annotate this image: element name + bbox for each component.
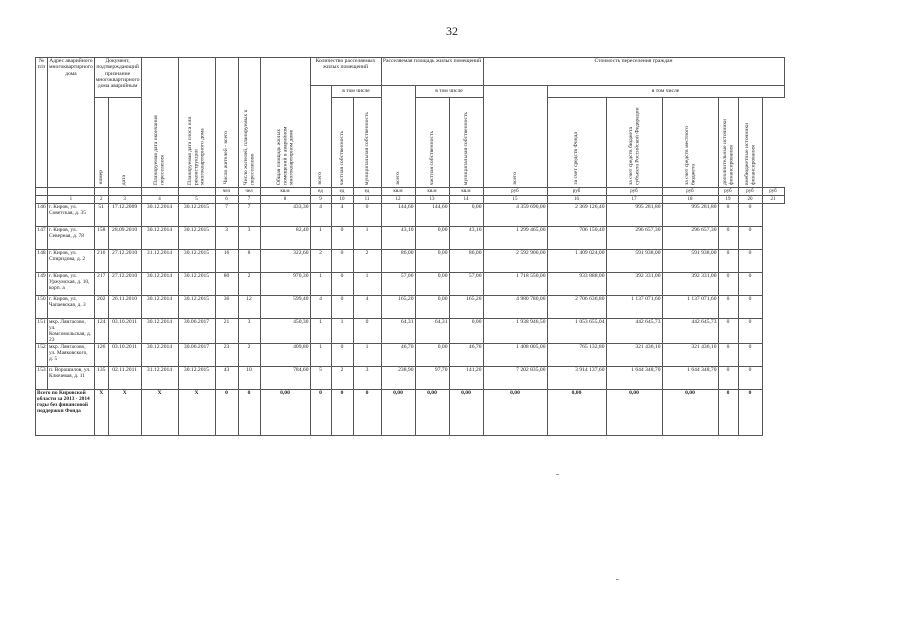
cell-s2: 2 369 126,40 [547,204,606,227]
cell-s6: 0 [738,250,762,273]
unit-cell: руб [662,188,718,196]
cell-date: 27.12.2010 [108,250,141,273]
column-number: 1 [48,196,95,204]
total-area: 0,00 [260,390,310,436]
column-number: 9 [310,196,331,204]
cell-area: 322,60 [260,250,310,273]
header-cost-total: всего [483,86,547,188]
column-number: 20 [738,196,762,204]
cell-q3: 3 [353,367,381,390]
unit-cell: кв.м [415,188,449,196]
cell-q3: 4 [353,296,381,319]
cell-num: 124 [94,319,108,344]
cell-d2: 30.12.2015 [178,296,215,319]
cell-q1: 1 [310,319,331,344]
cell-num: 217 [94,273,108,296]
cell-a3: 46,70 [449,344,483,367]
cell-s4: 995 281,80 [662,204,718,227]
cell-a3: 0,00 [449,319,483,344]
header-number: № п/п [36,58,48,188]
header-area-municipal: муниципальная собственность [449,98,483,188]
column-number [36,196,48,204]
cell-d2: 30.12.2015 [178,227,215,250]
header-area: Общая площадь жилых помещений в аварийном многоквартирном доме [260,58,310,188]
row-number: 148 [36,250,48,273]
cell-q3: 1 [353,344,381,367]
cell-q2: 0 [331,227,353,250]
cell-a1: 64,31 [381,319,415,344]
total-s2: 0,00 [547,390,606,436]
column-number: 16 [547,196,606,204]
cell-a2: 0,00 [415,273,449,296]
cell-d2: 30.12.2015 [178,204,215,227]
row-number: 149 [36,273,48,296]
row-address: мкр. Лянгасово, ул. Комсомольская, д. 23 [48,319,95,344]
total-q1: 0 [310,390,331,436]
cell-s6: 0 [738,367,762,390]
cell-p2: 7 [238,204,260,227]
cell-d1: 30.12.2014 [141,227,178,250]
unit-cell: руб [606,188,662,196]
resettlement-table [35,57,785,436]
unit-cell [94,188,108,196]
cell-s1: 2 592 900,00 [483,250,547,273]
cell-q2: 2 [331,367,353,390]
unit-cell [108,188,141,196]
header-residents: Число жителей - всего [215,58,238,188]
unit-cell: ед [331,188,353,196]
column-number: 3 [108,196,141,204]
column-number: 4 [141,196,178,204]
cell-a1: 144,60 [381,204,415,227]
total-p2: 0 [238,390,260,436]
cell-p2: 12 [238,296,260,319]
column-number: 17 [606,196,662,204]
row-number: 150 [36,296,48,319]
cell-a2: 97,70 [415,367,449,390]
column-number: 15 [483,196,547,204]
unit-cell: кв.м [449,188,483,196]
cell-s5: 0 [718,296,738,319]
cell-s2: 706 150,40 [547,227,606,250]
column-number: 7 [238,196,260,204]
column-number: 10 [331,196,353,204]
header-cost-fund: за счет средств Фонда [547,98,606,188]
row-address: п. Ворошилов, ул. Ключевая, д. 11 [48,367,95,390]
cell-s4: 296 657,30 [662,227,718,250]
cell-area: 82,40 [260,227,310,250]
cell-p1: 43 [215,367,238,390]
cell-a2: 0,00 [415,227,449,250]
header-qty-incl: в том числе [331,86,381,98]
header-residents-reg: Число жителей, планируемых к переселению [238,58,260,188]
cell-s4: 1 644 348,70 [662,367,718,390]
table-row [36,273,785,296]
cell-a1: 43,10 [381,227,415,250]
cell-a2: 0,00 [415,296,449,319]
unit-cell: руб [762,188,784,196]
total-a1: 0,00 [381,390,415,436]
cell-s4: 591 938,00 [662,250,718,273]
row-address: мкр. Лянгасово, ул. Маяковского, д. 5 [48,344,95,367]
cell-d1: 30.12.2014 [141,319,178,344]
cell-s5: 0 [718,319,738,344]
row-number: 152 [36,344,48,367]
cell-q2: 0 [331,273,353,296]
column-number: 19 [718,196,738,204]
total-num: X [94,390,108,436]
row-address: г. Киров, ул. Чапаевская, д. 3 [48,296,95,319]
scan-mark [556,474,559,475]
column-number: 6 [215,196,238,204]
cell-num: 202 [94,296,108,319]
cell-date: 27.12.2010 [108,273,141,296]
cell-d1: 31.12.2014 [141,250,178,273]
cell-p2: 2 [238,273,260,296]
cell-d1: 30.12.2014 [141,344,178,367]
cell-date: 03.10.2011 [108,344,141,367]
unit-cell: ед [310,188,331,196]
cell-s6: 0 [738,319,762,344]
cell-a3: 141,20 [449,367,483,390]
cell-s6: 0 [738,204,762,227]
cell-s2: 1 409 024,00 [547,250,606,273]
cell-s3: 392 331,00 [606,273,662,296]
cell-s2: 3 914 137,60 [547,367,606,390]
cell-date: 28.09.2010 [108,227,141,250]
cell-s2: 1 053 655,04 [547,319,606,344]
header-cost-incl: в том числе [547,86,784,98]
table-row [36,204,785,227]
cell-area: 784,60 [260,367,310,390]
cell-s1: 4 359 690,00 [483,204,547,227]
cell-d2: 30.06.2017 [178,319,215,344]
header-cost-extra: дополнительные источники финансирования [718,98,738,188]
cell-date: 17.12.2009 [108,204,141,227]
unit-cell: ед [353,188,381,196]
cell-s3: 995 281,80 [606,204,662,227]
column-number: 12 [381,196,415,204]
cell-p1: 3 [215,227,238,250]
row-number: 147 [36,227,48,250]
cell-q1: 5 [310,367,331,390]
cell-p1: 7 [215,204,238,227]
unit-cell: руб [547,188,606,196]
row-address: г. Киров, ул. Уржумская, д. 10, корп. а [48,273,95,296]
cell-s3: 1 137 071,60 [606,296,662,319]
total-s5: 0 [718,390,738,436]
cell-s5: 0 [718,367,738,390]
cell-p2: 8 [238,250,260,273]
cell-p1: 23 [215,344,238,367]
cell-date: 26.11.2010 [108,296,141,319]
unit-cell: чел [215,188,238,196]
header-cost-group: Стоимость переселения граждан [483,58,784,86]
cell-d1: 30.12.2014 [141,204,178,227]
cell-q1: 2 [310,250,331,273]
total-s3: 0,00 [606,390,662,436]
header-document: Документ, подтверждающий признание многоквартирного дома аварийным [94,58,141,98]
cell-s3: 591 938,00 [606,250,662,273]
total-s6: 0 [738,390,762,436]
row-number: 151 [36,319,48,344]
cell-area: 599,40 [260,296,310,319]
cell-num: 126 [94,344,108,367]
scan-mark [616,579,619,580]
cell-p2: 2 [238,344,260,367]
cell-s4: 442 645,73 [662,319,718,344]
cell-s5: 0 [718,227,738,250]
column-number: 13 [415,196,449,204]
unit-cell: руб [483,188,547,196]
total-p1: 0 [215,390,238,436]
total-d2: X [178,390,215,436]
column-number: 11 [353,196,381,204]
page-number: 32 [446,24,458,38]
total-s1: 0,00 [483,390,547,436]
cell-a1: 86,00 [381,250,415,273]
cell-s2: 2 706 636,80 [547,296,606,319]
unit-cell: руб [718,188,738,196]
total-s4: 0,00 [662,390,718,436]
unit-cell: кв.м [381,188,415,196]
column-number: 18 [662,196,718,204]
total-date: X [108,390,141,436]
cell-p2: 3 [238,227,260,250]
cell-s1: 1 299 465,00 [483,227,547,250]
cell-a1: 238,90 [381,367,415,390]
header-cost-regional: за счет средств бюджета субъекта Российской Федерации [606,98,662,188]
table-row [36,296,785,319]
cell-a1: 165,20 [381,296,415,319]
cell-q2: 0 [331,344,353,367]
cell-q2: 4 [331,204,353,227]
header-doc-date: дата [108,98,141,188]
cell-a2: 144,60 [415,204,449,227]
cell-p1: 21 [215,319,238,344]
total-a2: 0,00 [415,390,449,436]
cell-d2: 30.12.2015 [178,250,215,273]
cell-d1: 30.12.2014 [141,273,178,296]
header-plan-resettle: Планируемая дата окончания переселения [141,58,178,188]
row-address: г. Киров, ул. Спиридова, д. 2 [48,250,95,273]
cell-area: 450,30 [260,319,310,344]
header-cost-extra2: внебюджетные источники финансирования [738,98,762,188]
column-number: 14 [449,196,483,204]
cell-s1: 4 980 780,00 [483,296,547,319]
table-row [36,227,785,250]
cell-s5: 0 [718,204,738,227]
cell-num: 216 [94,250,108,273]
total-q2: 0 [331,390,353,436]
cell-q3: 2 [353,250,381,273]
cell-area: 433,30 [260,204,310,227]
header-qty-municipal: муниципальная собственность [353,98,381,188]
unit-cell: кв.м [260,188,310,196]
cell-q3: 0 [353,204,381,227]
cell-p1: 36 [215,296,238,319]
column-numbers-row [36,196,785,204]
header-area-group: Расселяемая площадь жилых помещений [381,58,483,86]
cell-p1: 80 [215,273,238,296]
cell-s6: 0 [738,296,762,319]
cell-a2: 0,00 [415,250,449,273]
unit-cell [48,188,95,196]
cell-s4: 392 331,00 [662,273,718,296]
cell-num: 51 [94,204,108,227]
cell-p2: 10 [238,367,260,390]
cell-a1: 57,00 [381,273,415,296]
header-doc-number: номер [94,98,108,188]
column-number: 8 [260,196,310,204]
cell-s5: 0 [718,273,738,296]
header-qty-group: Количество расселяемых жилых помещений [310,58,381,86]
cell-s6: 0 [738,273,762,296]
cell-a3: 43,10 [449,227,483,250]
column-number: 2 [94,196,108,204]
cell-s1: 1 718 550,00 [483,273,547,296]
cell-s4: 1 137 071,60 [662,296,718,319]
cell-date: 03.10.2011 [108,319,141,344]
cell-s3: 1 644 348,70 [606,367,662,390]
total-a3: 0,00 [449,390,483,436]
cell-q1: 1 [310,227,331,250]
row-number: 146 [36,204,48,227]
cell-date: 02.11.2011 [108,367,141,390]
cell-q1: 1 [310,273,331,296]
table-row [36,319,785,344]
cell-s6: 0 [738,227,762,250]
cell-s2: 933 888,00 [547,273,606,296]
cell-area: 409,80 [260,344,310,367]
cell-q1: 4 [310,204,331,227]
row-address: г. Киров, ул. Северная, д. 78 [48,227,95,250]
cell-s5: 0 [718,250,738,273]
header-area-incl: в том числе [415,86,483,98]
cell-q3: 1 [353,227,381,250]
row-number: 153 [36,367,48,390]
cell-d1: 31.12.2014 [141,367,178,390]
cell-num: 158 [94,227,108,250]
header-address: Адрес аварийного многоквартирного дома [48,58,95,188]
cell-a3: 0,00 [449,204,483,227]
cell-a3: 57,00 [449,273,483,296]
header-plan-demolish: Планируемая дата сноса или реконструкции многоквартирного дома [178,58,215,188]
cell-s6: 0 [738,344,762,367]
column-number: 5 [178,196,215,204]
cell-d2: 30.12.2015 [178,273,215,296]
cell-s3: 296 657,30 [606,227,662,250]
cell-a2: 0,00 [415,344,449,367]
total-row [36,390,785,436]
header-qty-private: частная собственность [331,98,353,188]
total-q3: 0 [353,390,381,436]
table-row [36,250,785,273]
header-area-total: всего [381,86,415,188]
cell-d2: 30.12.2015 [178,367,215,390]
cell-q3: 0 [353,319,381,344]
unit-cell: руб [738,188,762,196]
cell-q1: 1 [310,344,331,367]
cell-s1: 7 202 835,00 [483,367,547,390]
cell-a3: 86,00 [449,250,483,273]
unit-cell: чел [238,188,260,196]
table-row [36,344,785,367]
cell-d1: 30.12.2014 [141,296,178,319]
cell-a1: 46,70 [381,344,415,367]
cell-q1: 4 [310,296,331,319]
cell-num: 135 [94,367,108,390]
cell-s4: 321 436,10 [662,344,718,367]
header-cost-local: за счет средств местного бюджета [662,98,718,188]
cell-d2: 30.06.2017 [178,344,215,367]
cell-q2: 0 [331,296,353,319]
total-d1: X [141,390,178,436]
cell-q2: 1 [331,319,353,344]
cell-p2: 3 [238,319,260,344]
cell-s2: 765 132,80 [547,344,606,367]
header-area-private: частная собственность [415,98,449,188]
cell-q3: 1 [353,273,381,296]
header-qty-total: всего [310,86,331,188]
cell-q2: 0 [331,250,353,273]
cell-a2: 64,31 [415,319,449,344]
cell-p1: 16 [215,250,238,273]
cell-a3: 165,20 [449,296,483,319]
column-number: 21 [762,196,784,204]
cell-area: 970,30 [260,273,310,296]
unit-cell [141,188,178,196]
units-row [36,188,785,196]
cell-s3: 442 645,73 [606,319,662,344]
total-label: Всего по Кировской области за 2013 - 2014 годы без финансовой поддержки Фонда [36,390,95,436]
table-row [36,367,785,390]
unit-cell [178,188,215,196]
cell-s1: 1 408 005,00 [483,344,547,367]
cell-s5: 0 [718,344,738,367]
row-address: г. Киров, ул. Советская, д. 35 [48,204,95,227]
cell-s1: 1 938 946,50 [483,319,547,344]
unit-cell [36,188,48,196]
cell-s3: 321 436,10 [606,344,662,367]
